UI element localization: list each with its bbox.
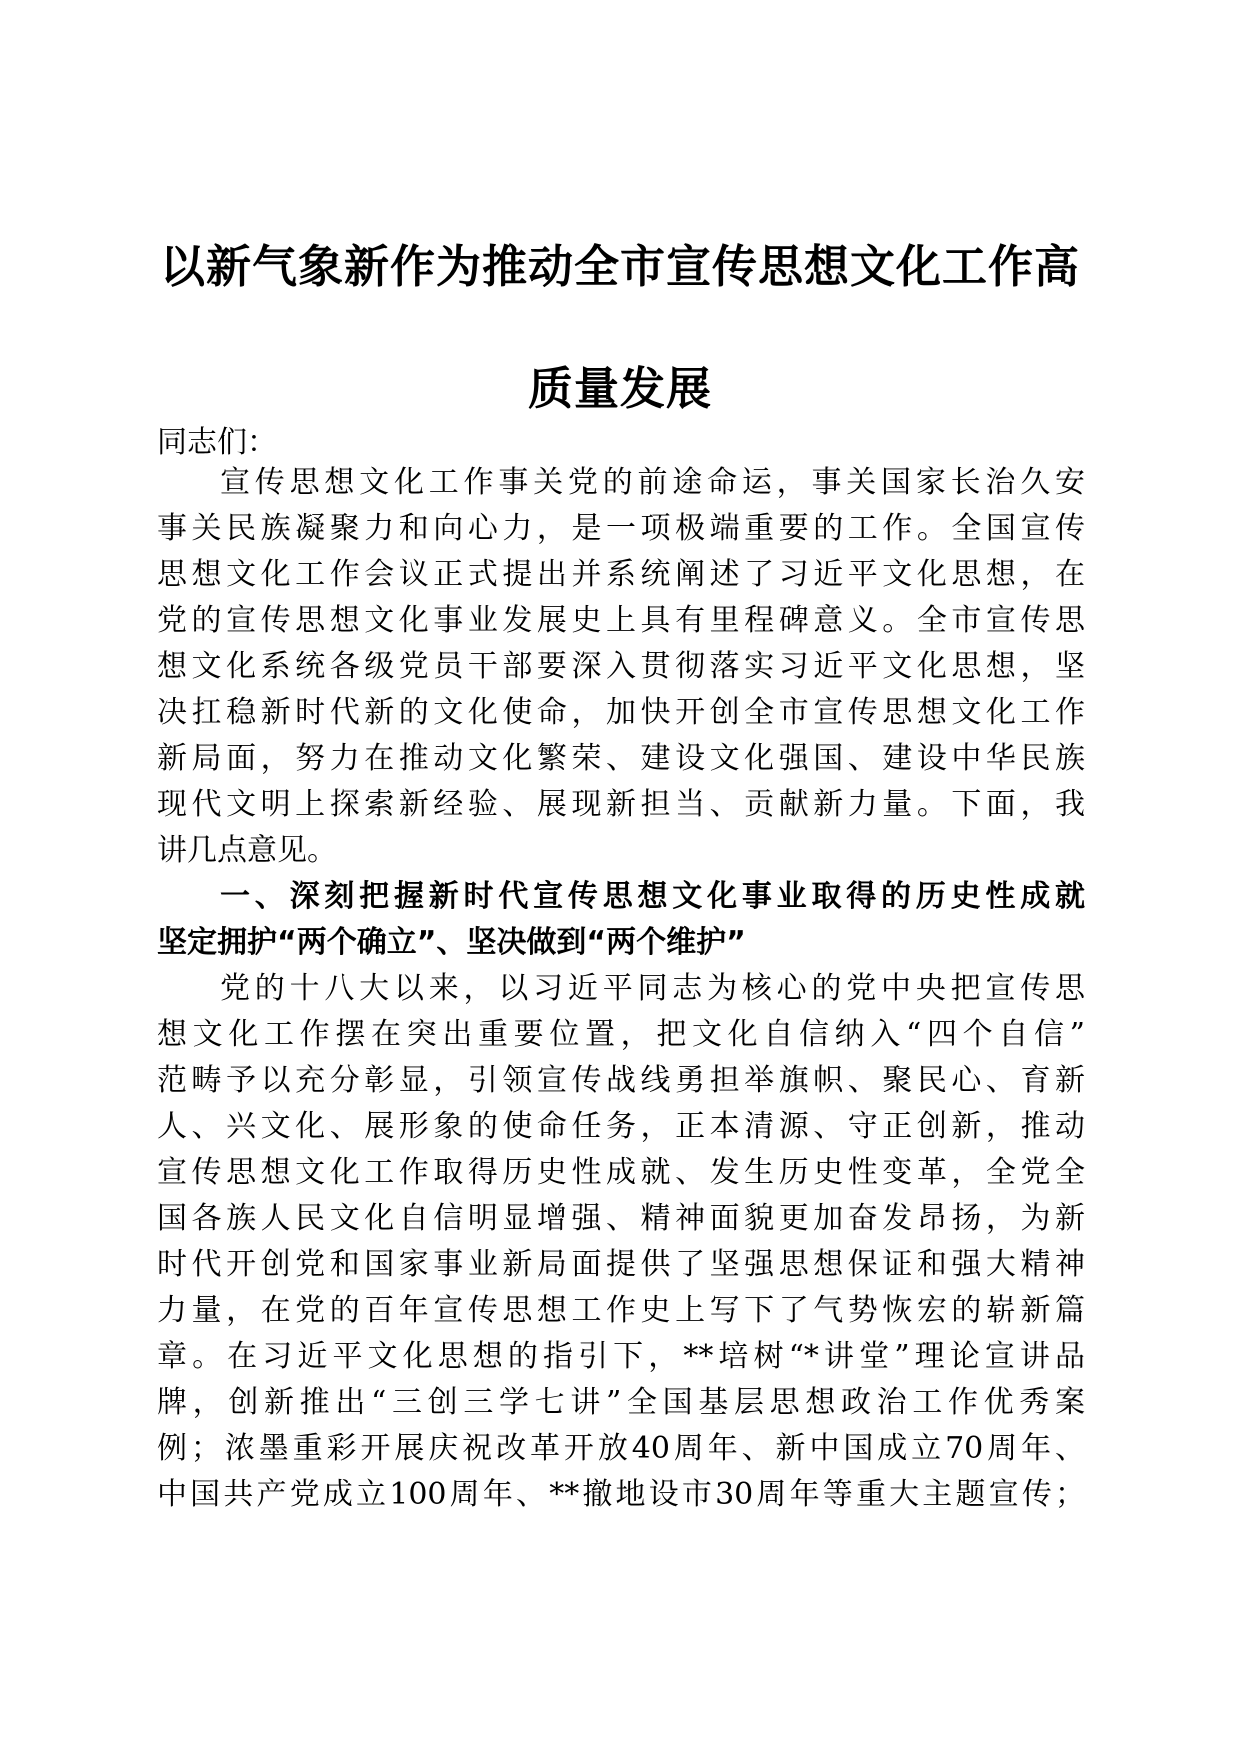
paragraph2-line: 范畴予以充分彰显，引领宣传战线勇担举旗帜、聚民心、育新 (157, 1063, 1085, 1098)
salutation: 同志们： (157, 425, 277, 460)
paragraph1-line: 思想文化工作会议正式提出并系统阐述了习近平文化思想，在 (157, 557, 1085, 592)
paragraph2-line: 国各族人民文化自信明显增强、精神面貌更加奋发昂扬，为新 (157, 1201, 1085, 1236)
paragraph1-line: 决扛稳新时代新的文化使命，加快开创全市宣传思想文化工作 (157, 695, 1085, 730)
section-heading-1-line: 一、深刻把握新时代宣传思想文化事业取得的历史性成就 (220, 879, 1085, 914)
paragraph2-line: 宣传思想文化工作取得历史性成就、发生历史性变革，全党全 (157, 1155, 1085, 1190)
paragraph1-line: 宣传思想文化工作事关党的前途命运，事关国家长治久安 (220, 465, 1085, 500)
paragraph1-line: 党的宣传思想文化事业发展史上具有里程碑意义。全市宣传思 (157, 603, 1085, 638)
paragraph1-line: 事关民族凝聚力和向心力，是一项极端重要的工作。全国宣传 (157, 511, 1085, 546)
paragraph1-line: 想文化系统各级党员干部要深入贯彻落实习近平文化思想，坚 (157, 649, 1085, 684)
paragraph2-line: 党的十八大以来，以习近平同志为核心的党中央把宣传思 (220, 971, 1085, 1006)
document-title-line-1: 以新气象新作为推动全市宣传思想文化工作高 (159, 240, 1080, 293)
paragraph1-line: 讲几点意见。 (157, 833, 337, 868)
paragraph2-line: 想文化工作摆在突出重要位置，把文化自信纳入“四个自信” (157, 1017, 1085, 1052)
paragraph2-line: 时代开创党和国家事业新局面提供了坚强思想保证和强大精神 (157, 1247, 1085, 1282)
paragraph2-line: 人、兴文化、展形象的使命任务，正本清源、守正创新，推动 (157, 1109, 1085, 1144)
paragraph1-line: 新局面，努力在推动文化繁荣、建设文化强国、建设中华民族 (157, 741, 1085, 776)
paragraph2-line: 中国共产党成立100周年、**撤地设市30周年等重大主题宣传； (157, 1477, 1085, 1512)
paragraph1-line: 现代文明上探索新经验、展现新担当、贡献新力量。下面，我 (157, 787, 1085, 822)
paragraph2-line: 牌，创新推出“三创三学七讲”全国基层思想政治工作优秀案 (157, 1385, 1085, 1420)
paragraph2-line: 力量，在党的百年宣传思想工作史上写下了气势恢宏的崭新篇 (157, 1293, 1085, 1328)
section-heading-1-line: 坚定拥护“两个确立”、坚决做到“两个维护” (157, 925, 746, 960)
paragraph2-line: 章。在习近平文化思想的指引下，**培树“*讲堂”理论宣讲品 (157, 1339, 1085, 1374)
paragraph2-line: 例；浓墨重彩开展庆祝改革开放40周年、新中国成立70周年、 (157, 1431, 1085, 1466)
document-title-line-2: 质量发展 (527, 362, 712, 415)
